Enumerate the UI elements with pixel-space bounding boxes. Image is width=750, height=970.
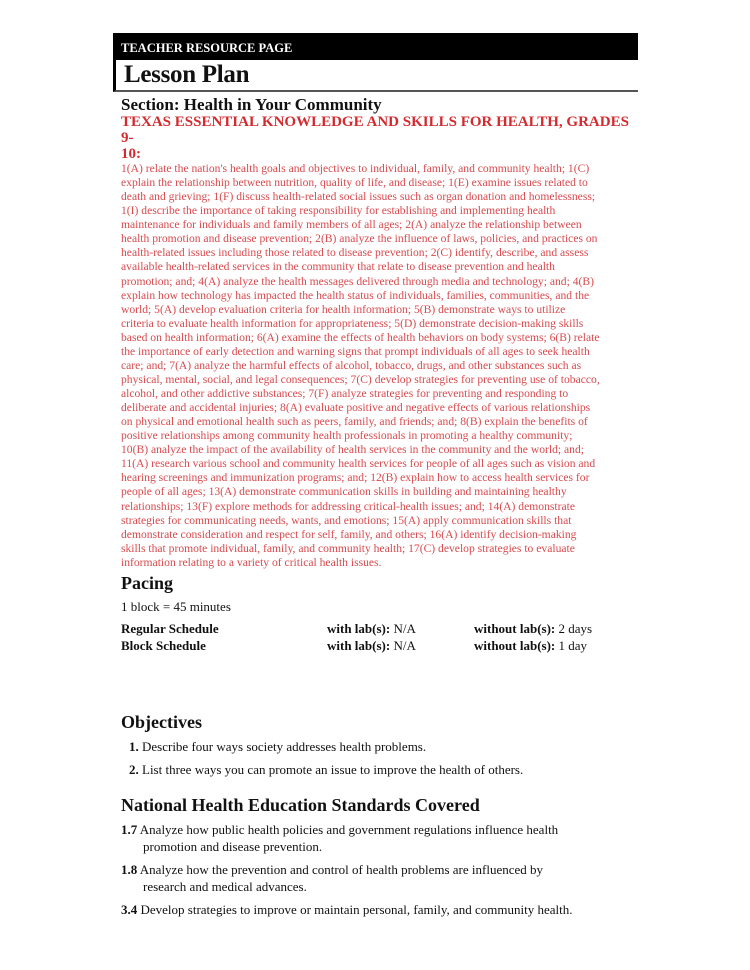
objective-item bbox=[121, 735, 641, 758]
teks-line: hearing screenings and immunization programs; and; 12(B) explain how to access health services for bbox=[121, 471, 590, 485]
standard-text: research and medical advances. bbox=[143, 879, 307, 894]
with-lab-value: N/A bbox=[390, 621, 416, 636]
standard-item bbox=[121, 861, 641, 895]
teks-line: alcohol, and other addictive substances; 7(F) analyze strategies for preventing and responding to bbox=[121, 387, 569, 400]
teks-line: 1(I) describe the importance of taking responsibility for establishing and implementing health bbox=[121, 204, 556, 218]
teks-paragraph bbox=[121, 162, 638, 570]
objective-item bbox=[121, 758, 641, 781]
teks-line: criteria to evaluate health information for appropriateness; 5(D) demonstrate decision-making skills bbox=[121, 316, 584, 330]
standard-text: Analyze how the prevention and control of health problems are influenced by bbox=[137, 862, 544, 877]
schedule-label: Block Schedule bbox=[121, 638, 206, 653]
teks-line: maintenance for individuals and family members of all ages; 2(A) analyze the relationship between bbox=[121, 218, 582, 232]
teks-line: available health-related services in the community that relate to disease prevention and health bbox=[121, 260, 555, 274]
standard-text: promotion and disease prevention. bbox=[143, 839, 323, 854]
teks-line: relationships; 13(F) explore methods for addressing critical-health issues; and; 14(A) demonstrate bbox=[121, 499, 575, 513]
standard-number: 1.7 bbox=[121, 822, 138, 837]
schedule-row bbox=[121, 620, 641, 637]
objective-number: 1. bbox=[129, 739, 139, 754]
with-lab-value: N/A bbox=[390, 638, 416, 653]
objective-text: List three ways you can promote an issue to improve the health of others. bbox=[138, 762, 524, 777]
teks-heading-line: TEXAS ESSENTIAL KNOWLEDGE AND SKILLS FOR HEALTH, GRADES 9- bbox=[121, 114, 629, 146]
teks-line: explain how technology has impacted the health status of individuals, families, communities, and the bbox=[121, 288, 590, 302]
teks-heading-line: 10: bbox=[121, 146, 141, 162]
standard-number: 1.8 bbox=[121, 862, 138, 877]
teacher-resource-banner: TEACHER RESOURCE PAGE bbox=[113, 33, 638, 60]
objectives-heading: Objectives bbox=[121, 712, 202, 732]
teks-line: explain the relationship between nutrition, quality of life, and disease; 1(E) examine issues related to bbox=[121, 176, 588, 190]
teks-line: on physical and emotional health such as peers, family, and friends; and; 8(B) explain the benefits of bbox=[121, 415, 588, 429]
with-lab-label: with lab(s): bbox=[327, 621, 391, 636]
title-box bbox=[113, 60, 638, 92]
teks-line: 11(A) research various school and community health services for people of all ages such as vision and bbox=[121, 457, 596, 471]
objective-number: 2. bbox=[129, 762, 139, 777]
teks-line: positive relationships among community health professionals in promoting a healthy community; bbox=[121, 429, 573, 443]
teks-line: world; 5(A) develop evaluation criteria for health information; 5(B) demonstrate ways to utilize bbox=[121, 302, 566, 316]
objectives-section bbox=[121, 711, 641, 781]
teks-line: death and grieving; 1(F) discuss health-related social issues such as organ donation and homelessness; bbox=[121, 190, 596, 204]
standards-section bbox=[121, 794, 641, 924]
teks-line: physical, mental, social, and legal consequences; 7(C) develop strategies for preventing use of tobacco, bbox=[121, 372, 600, 386]
pacing-heading: Pacing bbox=[121, 573, 173, 593]
with-lab-label: with lab(s): bbox=[327, 638, 391, 653]
teks-line: based on health information; 6(A) examine the effects of health behaviors on body systems; 6(B) relate bbox=[121, 330, 600, 344]
teks-line: health-related issues including those related to disease prevention; 2(C) identify, describe, and assess bbox=[121, 246, 589, 260]
schedule-row bbox=[121, 637, 641, 654]
pacing-section bbox=[121, 572, 641, 654]
teks-line: information relating to a variety of critical health issues. bbox=[121, 555, 382, 569]
teks-line: promotion; and; 4(A) analyze the health messages delivered through media and technology; and; 4(B) bbox=[121, 274, 594, 288]
teks-line: skills that promote individual, family, and community health; 17(C) develop strategies to evaluate bbox=[121, 541, 575, 555]
objective-text: Describe four ways society addresses health problems. bbox=[138, 739, 427, 754]
schedule-label: Regular Schedule bbox=[121, 621, 219, 636]
standard-item bbox=[121, 821, 641, 855]
section-title: Section: Health in Your Community bbox=[121, 95, 382, 114]
teks-line: people of all ages; 13(A) demonstrate communication skills in building and maintaining healthy bbox=[121, 485, 567, 499]
standard-number: 3.4 bbox=[121, 902, 138, 917]
without-lab-value: 2 days bbox=[555, 621, 593, 636]
standard-item bbox=[121, 901, 641, 918]
standards-heading: National Health Education Standards Covered bbox=[121, 795, 480, 815]
standard-text: Analyze how public health policies and government regulations influence health bbox=[137, 822, 559, 837]
teks-line: 1(A) relate the nation's health goals and objectives to individual, family, and community health; 1(C) bbox=[121, 162, 590, 175]
standard-text: Develop strategies to improve or maintain personal, family, and community health. bbox=[137, 902, 573, 917]
teks-line: 10(B) analyze the impact of the availability of health services in the community and the world; and; bbox=[121, 443, 584, 457]
block-length: 1 block = 45 minutes bbox=[121, 599, 231, 614]
without-lab-label: without lab(s): bbox=[474, 621, 556, 636]
teks-heading bbox=[121, 114, 638, 162]
teks-line: the importance of early detection and warning signs that prompt individuals of all ages to seek health bbox=[121, 344, 590, 358]
page-title: Lesson Plan bbox=[124, 61, 250, 88]
teks-line: deliberate and accidental injuries; 8(A) evaluate positive and negative effects of various relationships bbox=[121, 401, 591, 415]
without-lab-label: without lab(s): bbox=[474, 638, 556, 653]
teks-line: strategies for communicating needs, wants, and emotions; 15(A) apply communication skills that bbox=[121, 513, 572, 527]
teks-line: health promotion and disease prevention; 2(B) analyze the influence of laws, policies, and practices on bbox=[121, 232, 598, 246]
without-lab-value: 1 day bbox=[555, 638, 588, 653]
teks-line: care; and; 7(A) analyze the harmful effects of alcohol, tobacco, drugs, and other substances such as bbox=[121, 358, 582, 372]
teks-line: demonstrate consideration and respect for self, family, and others; 16(A) identify decision-making bbox=[121, 527, 577, 541]
lesson-plan-page bbox=[113, 33, 638, 570]
